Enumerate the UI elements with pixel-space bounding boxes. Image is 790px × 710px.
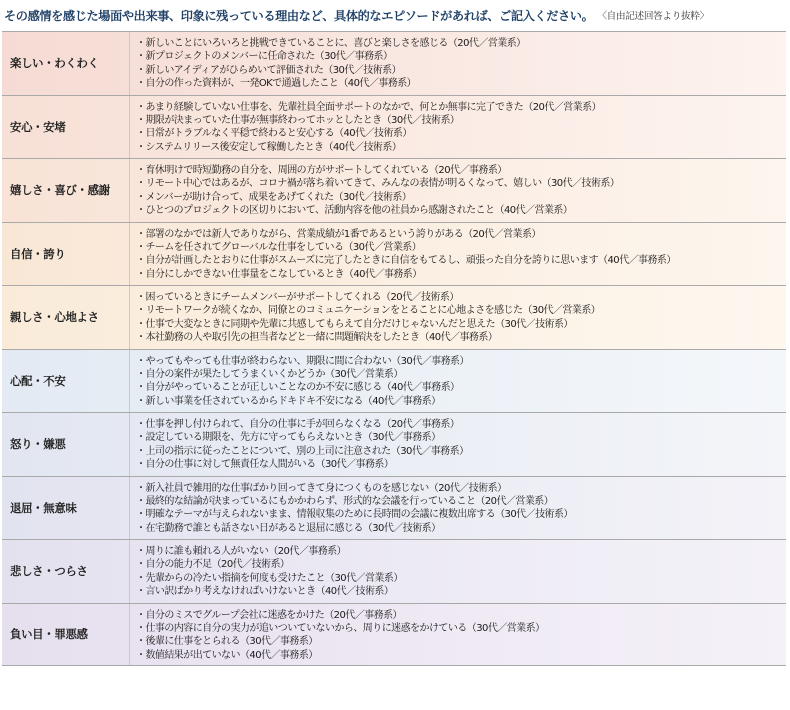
list-item: ・仕事で大変なときに同期や先輩に共感してもらえて自分だけじゃないんだと思えた（30代／技術系） — [136, 318, 573, 330]
list-item: ・リモートワークが続くなか、同僚とのコミュニケーションをとることに心地よさを感じた（30代／営業系） — [136, 305, 601, 317]
category-label: 安心・安堵 — [10, 119, 66, 134]
list-item: ・新入社員で雑用的な仕事ばかり回ってきて身につくものを感じない（20代／技術系） — [136, 482, 507, 494]
table-row — [2, 603, 786, 667]
list-item: ・自分の案件が果たしてうまくいくかどうか（30代／営業系） — [136, 368, 403, 380]
table-row — [2, 158, 786, 222]
list-item: ・部署のなかでは新人でありながら、営業成績が1番であるという誇りがある（20代／営業系） — [136, 228, 541, 240]
list-item: ・ひとつのプロジェクトの区切りにおいて、活動内容を他の社員から感謝されたこと（40代／営業系） — [136, 205, 573, 217]
episode-list — [129, 223, 786, 286]
category-label: 退屈・無意味 — [10, 500, 77, 515]
episode-list — [129, 159, 786, 222]
list-item: ・新しい事業を任されているからドキドキ不安になる（40代／事務系） — [136, 395, 441, 407]
list-item: ・期限が決まっていた仕事が無事終わってホッとしたとき（30代／技術系） — [136, 114, 460, 126]
episode-list — [129, 350, 786, 413]
episode-list — [129, 604, 786, 666]
list-item: ・システムリリース後安定して稼働したとき（40代／技術系） — [136, 141, 402, 153]
category-label: 悲しさ・つらさ — [10, 564, 88, 579]
list-item: ・リモート中心ではあるが、コロナ禍が落ち着いてきて、みんなの表情が明るくなって、嬉しい（30代／技術系） — [136, 178, 620, 190]
list-item: ・自分がやっていることが正しいことなのか不安に感じる（40代／事務系） — [136, 382, 460, 394]
table-row — [2, 95, 786, 159]
table-row — [2, 539, 786, 603]
list-item: ・言い訳ばかり考えなければいけないとき（40代／技術系） — [136, 586, 394, 598]
category-label: 自信・誇り — [10, 246, 66, 261]
page-header — [2, 0, 788, 30]
list-item: ・自分の仕事に対して無責任な人間がいる（30代／事務系） — [136, 459, 394, 471]
table-row — [2, 412, 786, 476]
table-row — [2, 222, 786, 286]
list-item: ・本社勤務の人や取引先の担当者などと一緒に問題解決をしたとき（40代／事務系） — [136, 332, 498, 344]
list-item: ・仕事を押し付けられて、自分の仕事に手が回らなくなる（20代／事務系） — [136, 419, 460, 430]
list-item: ・新しいことにいろいろと挑戦できていることに、喜びと楽しさを感じる（20代／営業系） — [136, 38, 526, 49]
list-item: ・やってもやっても仕事が終わらない、期限に間に合わない（30代／事務系） — [136, 355, 469, 367]
list-item: ・自分が計画したとおりに仕事がスムーズに完了したときに自信をもてるし、頑張った自分を誇りに思います（40代／事務系） — [136, 255, 676, 267]
category-label: 親しさ・心地よさ — [10, 310, 99, 325]
list-item: ・新プロジェクトのメンバーに任命された（30代／事務系） — [136, 51, 393, 63]
episode-list — [129, 540, 786, 603]
list-item: ・あまり経験していない仕事を、先輩社員全面サポートのなかで、何とか無事に完了できた（20代／営業系） — [136, 101, 602, 113]
list-item: ・自分の能力不足（20代／技術系） — [136, 559, 290, 571]
episode-list — [129, 32, 786, 95]
category-label: 楽しい・わくわく — [10, 56, 99, 71]
source-note: 〈自由記述回答より抜粋〉 — [597, 11, 709, 22]
list-item: ・仕事の内容に自分の実力が追いついていないから、周りに迷惑をかけている（30代／営業系） — [136, 622, 545, 634]
episode-list — [129, 96, 786, 159]
episode-list — [129, 286, 786, 349]
category-label: 心配・不安 — [10, 373, 66, 388]
list-item: ・在宅勤務で誰とも話さない日があると退屈に感じる（30代／技術系） — [136, 522, 441, 534]
list-item: ・明確なテーマが与えられないまま、情報収集のために長時間の会議に複数出席する（30代／技術系） — [136, 509, 573, 521]
list-item: ・最終的な結論が決まっているにもかかわらず、形式的な会議を行っていること（20代／営業系） — [136, 495, 554, 507]
list-item: ・設定している期限を、先方に守ってもらえないとき（30代／事務系） — [136, 432, 441, 444]
category-label: 嬉しさ・喜び・感謝 — [10, 183, 110, 198]
episode-table — [2, 31, 786, 666]
list-item: ・困っているときにチームメンバーがサポートしてくれる（20代／技術系） — [136, 292, 459, 303]
list-item: ・周りに誰も頼れる人がいない（20代／事務系） — [136, 546, 347, 557]
table-row — [2, 285, 786, 349]
category-label: 負い目・罪悪感 — [10, 627, 88, 642]
list-item: ・上司の指示に従ったことについて、別の上司に注意された（30代／事務系） — [136, 445, 469, 457]
table-row — [2, 349, 786, 413]
category-label: 怒り・嫌悪 — [10, 437, 66, 452]
list-item: ・自分のミスでグループ会社に迷惑をかけた（20代／事務系） — [136, 609, 402, 621]
list-item: ・新しいアイディアがひらめいて評価された（30代／技術系） — [136, 64, 402, 76]
question-title: その感情を感じた場面や出来事、印象に残っている理由など、具体的なエピソードがあれば、ご記入ください。 — [4, 8, 594, 23]
list-item: ・先輩からの冷たい指摘を何度も受けたこと（30代／営業系） — [136, 572, 403, 584]
episode-list — [129, 477, 786, 540]
list-item: ・チームを任されてグローバルな仕事をしている（30代／営業系） — [136, 241, 422, 253]
episode-list — [129, 413, 786, 476]
list-item: ・自分にしかできない仕事量をこなしているとき（40代／事務系） — [136, 268, 422, 280]
table-row — [2, 31, 786, 95]
table-row — [2, 476, 786, 540]
list-item: ・日常がトラブルなく平穏で終わると安心する（40代／技術系） — [136, 128, 412, 140]
list-item: ・育休明けで時短勤務の自分を、周囲の方がサポートしてくれている（20代／事務系） — [136, 165, 507, 176]
list-item: ・数値結果が出ていない（40代／事務系） — [136, 649, 318, 661]
list-item: ・メンバーが助け合って、成果をあげてくれた（30代／技術系） — [136, 191, 412, 203]
list-item: ・後輩に仕事をとられる（30代／事務系） — [136, 636, 318, 648]
list-item: ・自分の作った資料が、一発OKで通過したこと（40代／事務系） — [136, 78, 417, 90]
